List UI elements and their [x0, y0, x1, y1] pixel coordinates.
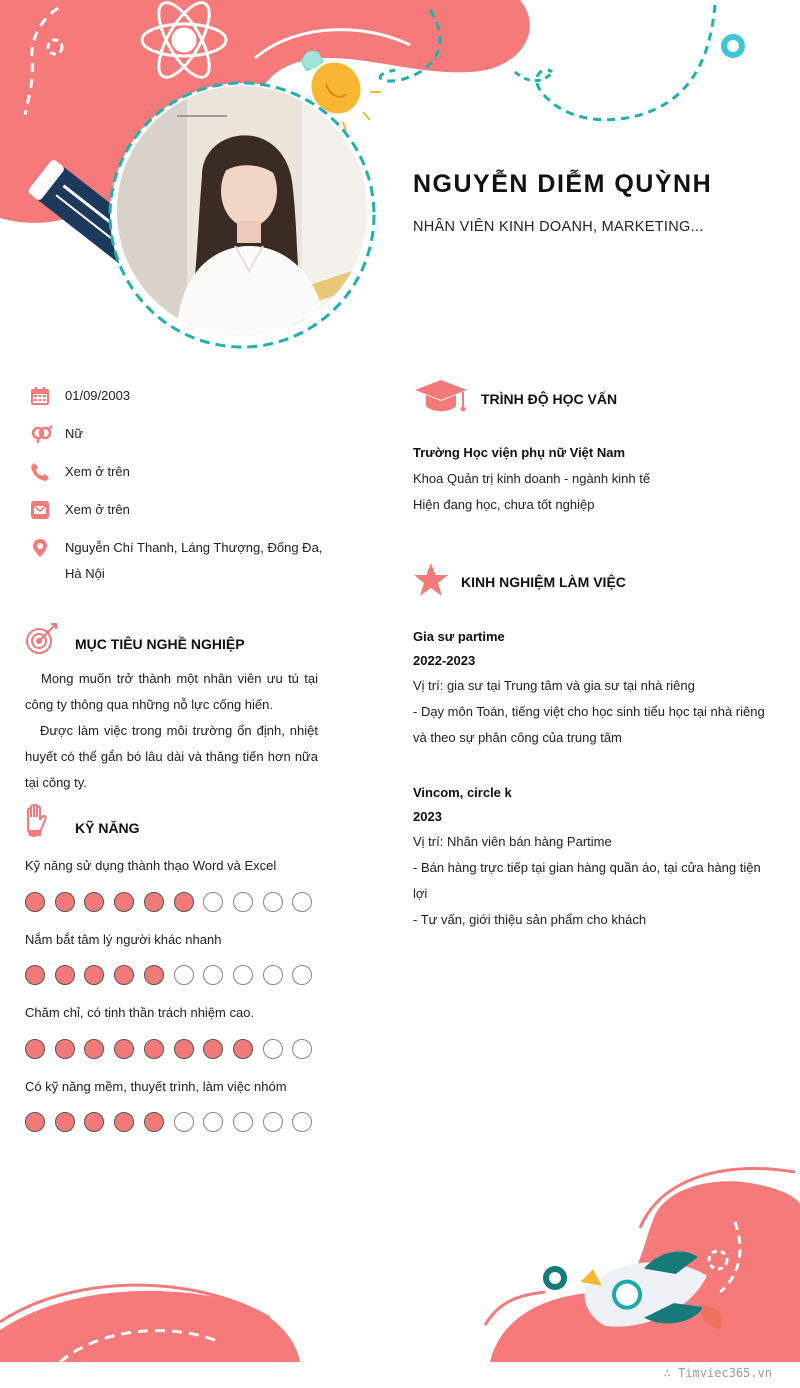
- profile-photo: [117, 86, 367, 336]
- star-icon: [413, 562, 449, 598]
- rating-dot-filled: [25, 1112, 45, 1132]
- gender-text: Nữ: [65, 426, 84, 441]
- rating-dot-filled: [174, 892, 194, 912]
- calendar-icon: [30, 386, 50, 406]
- address-text: Nguyễn Chí Thanh, Láng Thượng, Đống Đa, Hà Nội: [65, 540, 323, 581]
- rating-dot-empty: [263, 1112, 283, 1132]
- job-1-detail-1: - Dạy môn Toán, tiếng việt cho học sinh tiểu học tại nhà riêng và theo sự phân công của trung tâm: [413, 704, 765, 745]
- rating-dot-filled: [114, 1039, 134, 1059]
- birthday-text: 01/09/2003: [65, 388, 131, 403]
- rating-dot-empty: [263, 892, 283, 912]
- objective-paragraph-2: Được làm việc trong môi trường ổn định, nhiệt huyết có thể gắn bó lâu dài và thăng tiến hơn nữa tại công ty.: [25, 723, 318, 790]
- education-status: Hiện đang học, chưa tốt nghiệp: [413, 497, 595, 512]
- rating-dot-filled: [55, 965, 75, 985]
- rating-dot-filled: [144, 965, 164, 985]
- rating-dot-filled: [144, 892, 164, 912]
- job-title: NHÂN VIÊN KINH DOANH, MARKETING...: [413, 219, 704, 235]
- rating-dot-filled: [55, 1039, 75, 1059]
- education-major: Khoa Quản trị kinh doanh - ngành kinh tế: [413, 471, 651, 486]
- skill-label-2: Nắm bắt tâm lý người khác nhanh: [25, 932, 222, 947]
- rating-dot-filled: [174, 1039, 194, 1059]
- rating-dot-empty: [174, 1112, 194, 1132]
- email-icon: [30, 500, 50, 520]
- skill-label-4: Có kỹ năng mềm, thuyết trình, làm việc nhóm: [25, 1079, 287, 1094]
- rating-dot-filled: [55, 1112, 75, 1132]
- rating-dot-filled: [144, 1112, 164, 1132]
- rating-dot-filled: [144, 1039, 164, 1059]
- education-school: Trường Học viện phụ nữ Việt Nam: [413, 445, 626, 460]
- job-2-position: Vị trí: Nhân viên bán hàng Partime: [413, 834, 612, 849]
- rating-dot-empty: [233, 892, 253, 912]
- rating-dot-filled: [25, 892, 45, 912]
- target-icon: [24, 622, 58, 656]
- footer-brand: ∴ Timviec365.vn: [663, 1366, 772, 1380]
- rating-dot-filled: [114, 965, 134, 985]
- job-1-company: Gia sư partime: [413, 629, 505, 644]
- skill-label-3: Chăm chỉ, có tinh thần trách nhiệm cao.: [25, 1005, 255, 1020]
- rating-dot-empty: [174, 965, 194, 985]
- job-1-position: Vị trí: gia sư tại Trung tâm và gia sư tại nhà riêng: [413, 678, 695, 693]
- skills-title: KỸ NĂNG: [75, 820, 140, 836]
- graduation-cap-icon: [413, 380, 469, 414]
- rating-dot-empty: [263, 1039, 283, 1059]
- education-title: TRÌNH ĐỘ HỌC VẤN: [481, 391, 618, 407]
- gender-icon: [30, 424, 54, 444]
- job-2-company: Vincom, circle k: [413, 785, 512, 800]
- objective-title: MỤC TIÊU NGHỀ NGHIỆP: [75, 636, 245, 652]
- job-2-detail-2: - Tư vấn, giới thiệu sản phẩm cho khách: [413, 912, 647, 927]
- candidate-name: NGUYỄN DIỄM QUỲNH: [413, 170, 713, 198]
- experience-title: KINH NGHIỆM LÀM VIỆC: [461, 574, 626, 590]
- phone-text: Xem ở trên: [65, 464, 130, 479]
- rating-dot-filled: [114, 1112, 134, 1132]
- objective-paragraph-1: Mong muốn trở thành một nhân viên ưu tú tại công ty thông qua những nỗ lực cống hiến.: [25, 671, 318, 712]
- rating-dot-filled: [114, 892, 134, 912]
- phone-icon: [30, 462, 50, 482]
- job-2-period: 2023: [413, 809, 442, 824]
- skill-label-1: Kỹ năng sử dụng thành thạo Word và Excel: [25, 858, 277, 873]
- location-pin-icon: [30, 538, 50, 558]
- email-text: Xem ở trên: [65, 502, 130, 517]
- job-2-detail-1: - Bán hàng trực tiếp tại gian hàng quần áo, tại cửa hàng tiện lợi: [413, 860, 761, 901]
- rating-dot-empty: [233, 965, 253, 985]
- rating-dot-empty: [263, 965, 283, 985]
- rating-dot-filled: [55, 892, 75, 912]
- rating-dot-filled: [233, 1039, 253, 1059]
- rating-dot-filled: [25, 965, 45, 985]
- rating-dot-filled: [25, 1039, 45, 1059]
- hand-icon: [24, 804, 48, 838]
- rating-dot-empty: [233, 1112, 253, 1132]
- job-1-period: 2022-2023: [413, 653, 476, 668]
